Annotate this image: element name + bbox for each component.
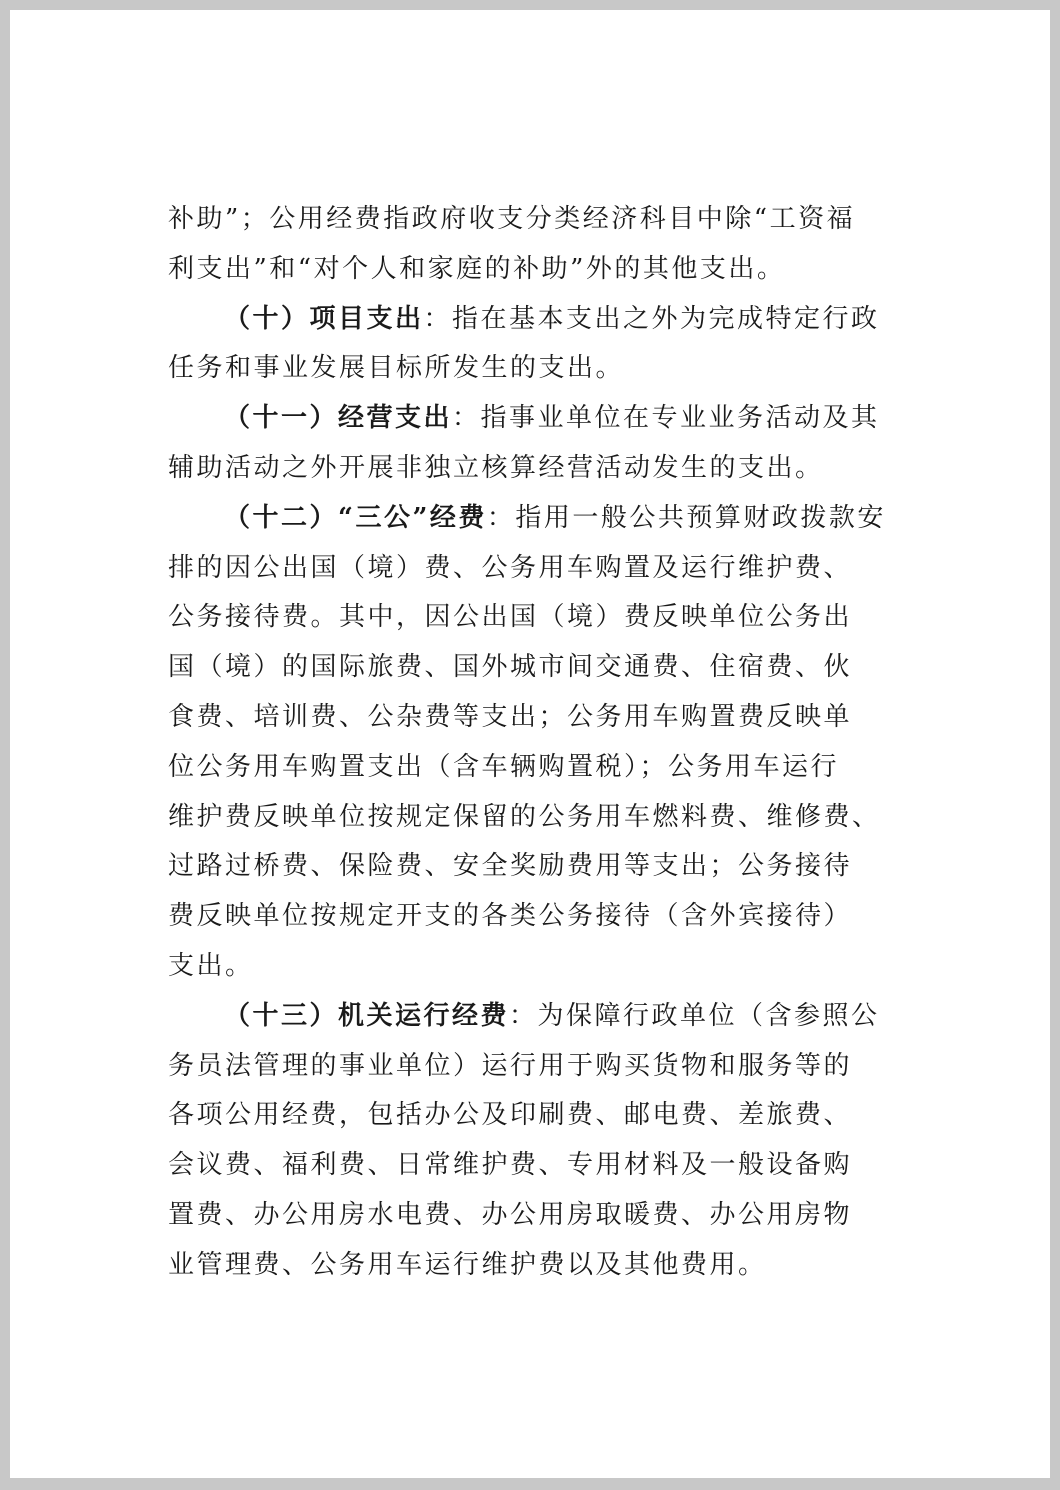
text-line: 务员法管理的事业单位）运行用于购买货物和服务等的 bbox=[168, 1050, 853, 1081]
text-line: 食费、培训费、公杂费等支出；公务用车购置费反映单 bbox=[168, 701, 853, 732]
text-line: 辅助活动之外开展非独立核算经营活动发生的支出。 bbox=[168, 452, 824, 483]
text-line: 过路过桥费、保险费、安全奖励费用等支出；公务接待 bbox=[168, 851, 853, 882]
text-line: 补助”；公用经费指政府收支分类经济科目中除“工资福 bbox=[168, 204, 856, 234]
section-10-heading bbox=[168, 295, 888, 345]
text-line: 维护费反映单位按规定保留的公务用车燃料费、维修费、 bbox=[168, 801, 881, 832]
text-line: 排的因公出国（境）费、公务用车购置及运行维护费、 bbox=[168, 552, 853, 583]
text-line: 费反映单位按规定开支的各类公务接待（含外宾接待） bbox=[168, 901, 853, 932]
section-text: ：为保障行政单位（含参照公 bbox=[509, 1000, 880, 1031]
text-line: 业管理费、公务用车运行维护费以及其他费用。 bbox=[168, 1249, 767, 1280]
section-term: （十二）“三公”经费 bbox=[224, 502, 487, 533]
text-line: 公务接待费。其中，因公出国（境）费反映单位公务出 bbox=[168, 602, 853, 633]
section-term: （十）项目支出 bbox=[224, 303, 424, 334]
section-text: ：指用一般公共预算财政拨款安 bbox=[486, 502, 886, 533]
text-line: 支出。 bbox=[168, 950, 254, 981]
text-line: 国（境）的国际旅费、国外城市间交通费、住宿费、伙 bbox=[168, 652, 853, 683]
document-page bbox=[10, 10, 1050, 1478]
section-12-heading bbox=[168, 494, 888, 544]
section-term: （十一）经营支出 bbox=[224, 403, 453, 434]
section-text: ：指事业单位在专业业务活动及其 bbox=[452, 403, 880, 434]
section-term: （十三）机关运行经费 bbox=[224, 1000, 510, 1031]
text-line: 会议费、福利费、日常维护费、专用材料及一般设备购 bbox=[168, 1150, 853, 1181]
section-13-heading bbox=[168, 992, 888, 1042]
text-line: 置费、办公用房水电费、办公用房取暖费、办公用房物 bbox=[168, 1199, 853, 1230]
text-line: 利支出”和“对个人和家庭的补助”外的其他支出。 bbox=[168, 253, 786, 284]
text-line: 各项公用经费，包括办公及印刷费、邮电费、差旅费、 bbox=[168, 1100, 853, 1131]
section-text: ：指在基本支出之外为完成特定行政 bbox=[423, 303, 880, 334]
text-line: 任务和事业发展目标所发生的支出。 bbox=[168, 353, 625, 384]
text-line: 位公务用车购置支出（含车辆购置税）；公务用车运行 bbox=[168, 751, 840, 782]
document-body bbox=[168, 195, 888, 1291]
section-11-heading bbox=[168, 394, 888, 444]
